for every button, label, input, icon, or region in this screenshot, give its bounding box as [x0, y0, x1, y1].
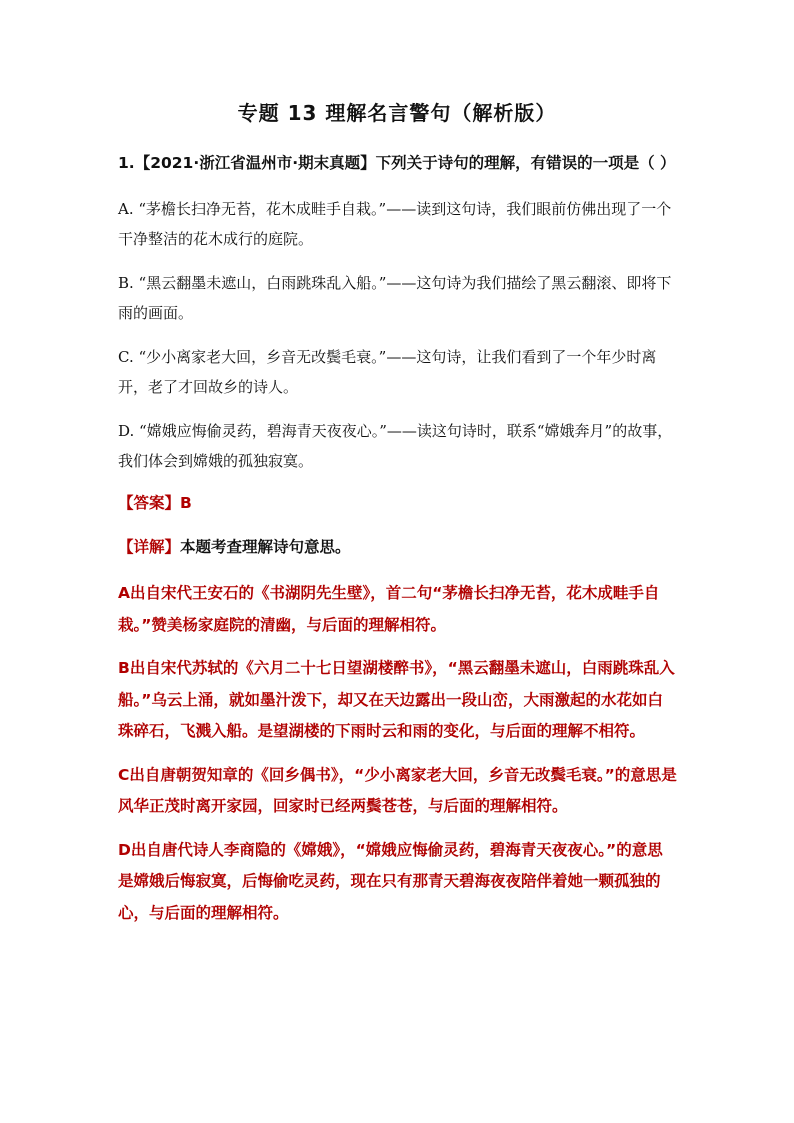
answer-line	[118, 490, 678, 516]
analysis-a: A出自宋代王安石的《书湖阴先生壁》，首二句“茅檐长扫净无苔，花木成畦手自栽。”赞美杨家庭院的清幽，与后面的理解相符。	[118, 584, 660, 634]
detail-label: 【详解】	[118, 538, 181, 556]
content-area	[118, 150, 678, 941]
answer-value: B	[180, 494, 192, 512]
question-source: 【2021·浙江省温州市·期末真题】	[134, 154, 376, 172]
question-stem	[118, 150, 678, 177]
option-b: B. “黑云翻墨未遮山，白雨跳珠乱入船。”——这句诗为我们描绘了黑云翻滚、即将下雨的画面。	[118, 274, 672, 322]
option-a: A. “茅檐长扫净无苔，花木成畦手自栽。”——读到这句诗，我们眼前仿佛出现了一个干净整洁的花木成行的庭院。	[118, 200, 672, 248]
option-d: D. “嫦娥应悔偷灵药，碧海青天夜夜心。”——读这句诗时，联系“嫦娥奔月”的故事，我们体会到嫦娥的孤独寂寞。	[118, 422, 673, 470]
option-c: C. “少小离家老大回，乡音无改鬓毛衰。”——这句诗，让我们看到了一个年少时离开，老了才回故乡的诗人。	[118, 348, 657, 396]
answer-label: 【答案】	[118, 494, 181, 512]
analysis-d: D出自唐代诗人李商隐的《嫦娥》，“嫦娥应悔偷灵药，碧海青天夜夜心。”的意思是嫦娥后悔寂寞，后悔偷吃灵药，现在只有那青天碧海夜夜陪伴着她一颗孤独的心，与后面的理解相符。	[118, 840, 663, 922]
analysis-c: C出自唐朝贺知章的《回乡偶书》，“少小离家老大回，乡音无改鬓毛衰。”的意思是风华正茂时离开家园，回家时已经两鬓苍苍，与后面的理解相符。	[118, 765, 677, 815]
detail-line	[118, 534, 678, 560]
page-title: 专题 13 理解名言警句（解析版）	[237, 101, 557, 125]
question-text: 下列关于诗句的理解，有错误的一项是（ ）	[375, 154, 676, 172]
detail-text: 本题考查理解诗句意思。	[180, 538, 351, 556]
analysis-b: B出自宋代苏轼的《六月二十七日望湖楼醉书》，“黑云翻墨未遮山，白雨跳珠乱入船。”乌云上涌，就如墨汁泼下，却又在天边露出一段山峦，大雨激起的水花如白珠碎石，飞溅入船。是望湖楼的下雨时云和雨的变化，与后面的理解不相符。	[118, 659, 675, 740]
question-number: 1.	[118, 154, 135, 172]
